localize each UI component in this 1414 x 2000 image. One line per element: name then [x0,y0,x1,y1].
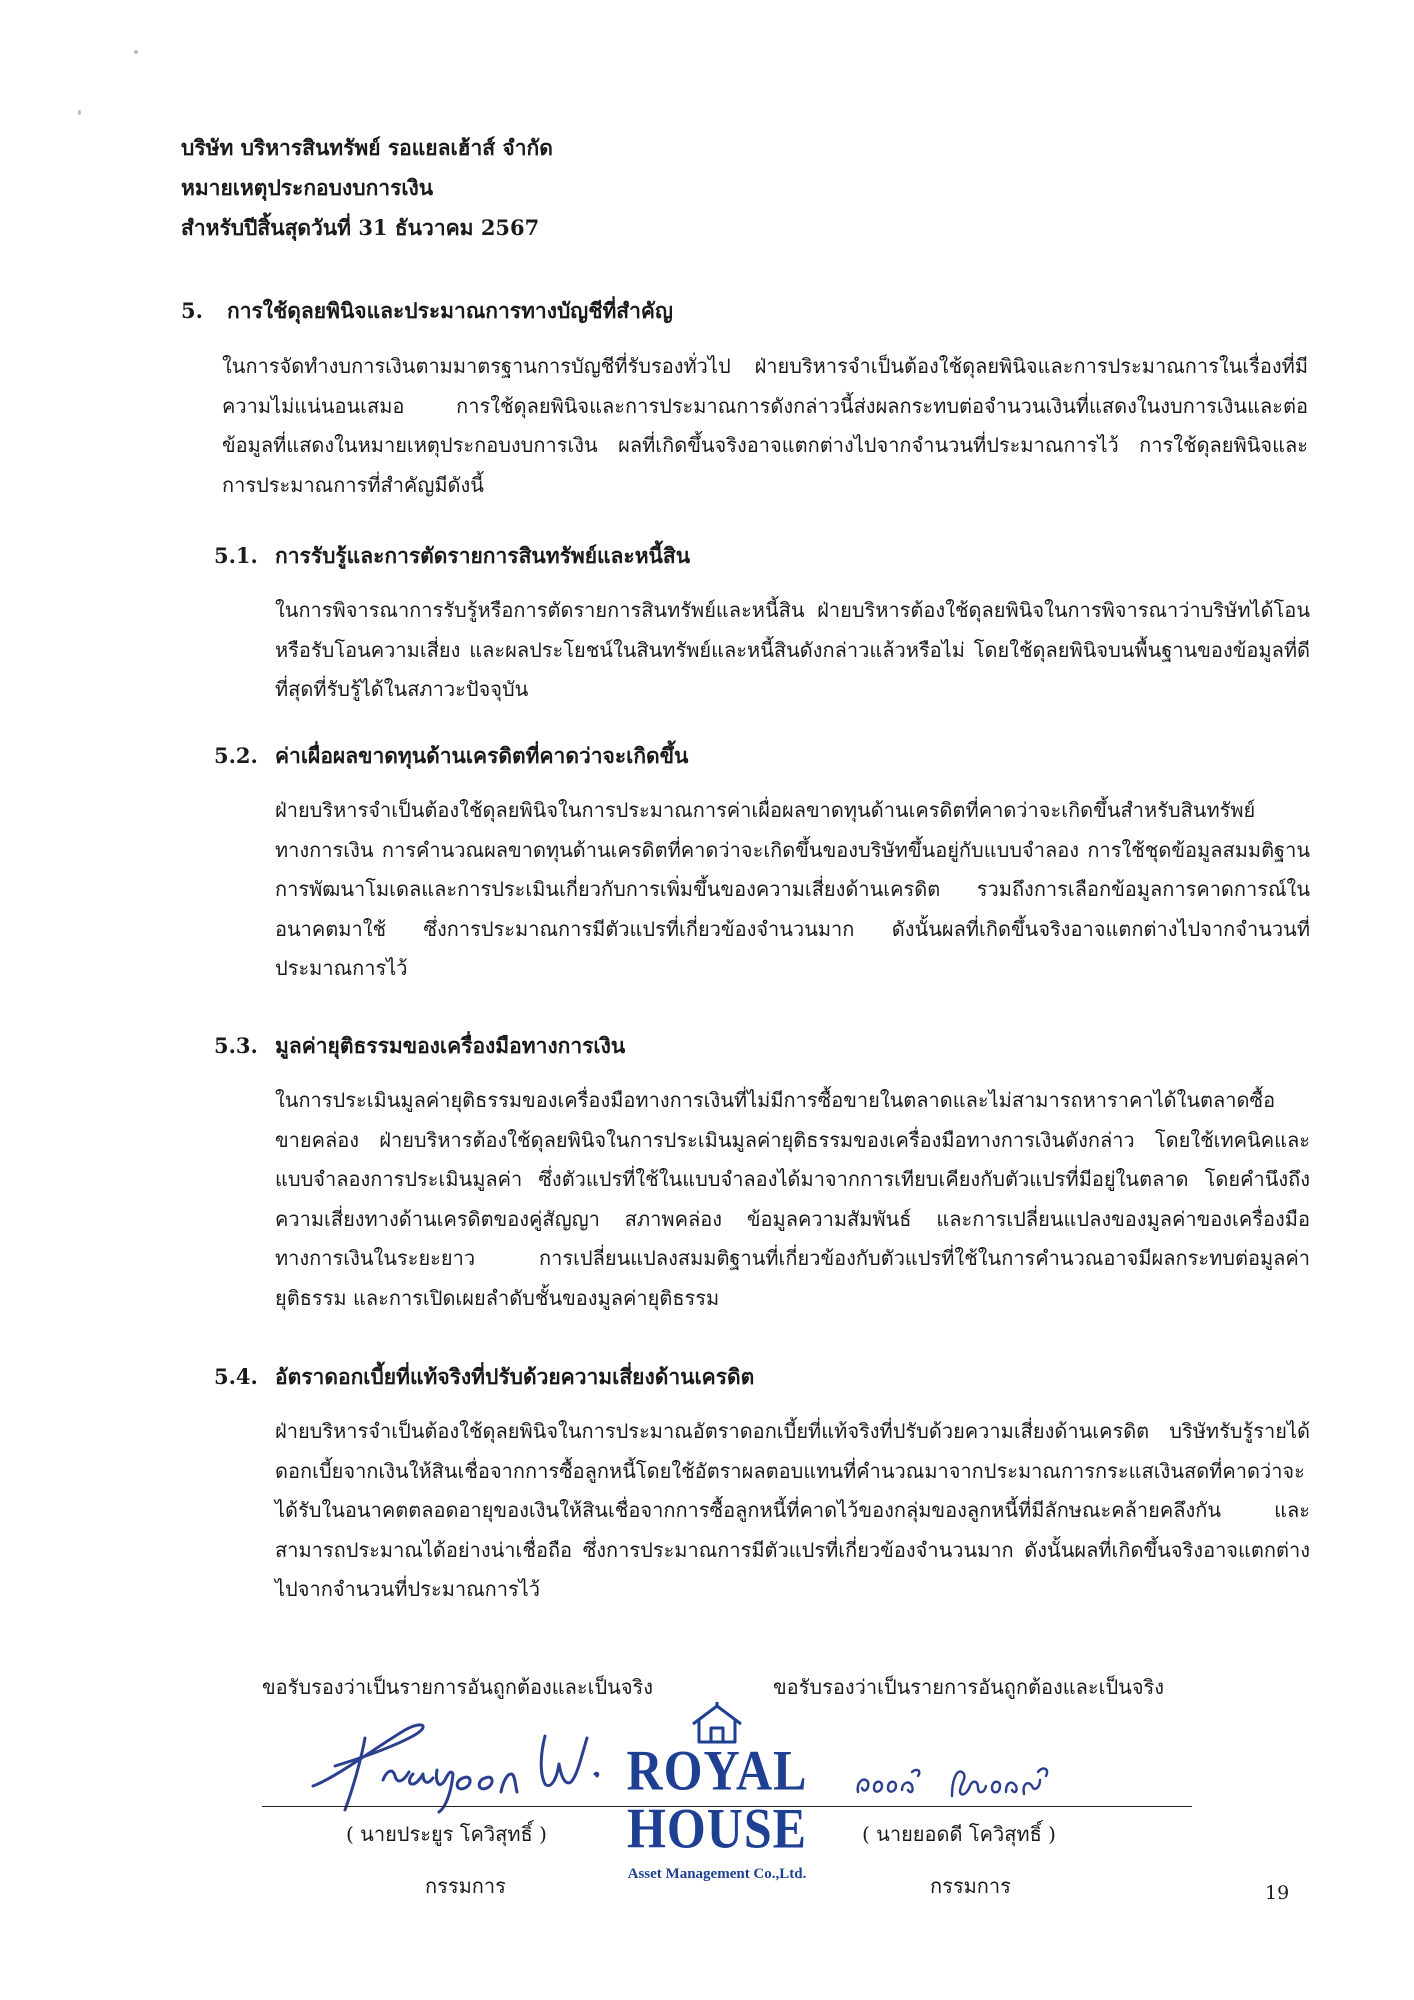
subsection-title: การรับรู้และการตัดรายการสินทรัพย์และหนี้สิน [275,543,691,568]
company-name: บริษัท บริหารสินทรัพย์ รอแยลเฮ้าส์ จำกัด [181,135,553,160]
subsection-title: ค่าเผื่อผลขาดทุนด้านเครดิตที่คาดว่าจะเกิดขึ้น [275,743,689,768]
subsection-5-4-body: ฝ่ายบริหารจำเป็นต้องใช้ดุลยพินิจในการประมาณอัตราดอกเบี้ยที่แท้จริงที่ปรับด้วยความเสี่ยงด้านเครดิต บริษัทรับรู้รายได้ดอกเบี้ยจากเงินให้สินเชื่อจากการซื้อลูกหนี้โดยใช้อัตราผลตอบแทนที่คำนวณมาจากประมาณการกระแสเงินสดที่คาดว่าจะได้รับในอนาคตตลอดอายุของเงินให้สินเชื่อจากการซื้อลูกหนี้ที่คาดไว้ของกลุ่มของลูกหนี้ที่มีลักษณะคล้ายคลึงกัน และสามารถประมาณได้อย่างน่าเชื่อถือ ซึ่งการประมาณการมีตัวแปรที่เกี่ยวข้องจำนวนมาก ดังนั้นผลที่เกิดขึ้นจริงอาจแตกต่างไปจากจำนวนที่ประมาณการไว้ [275,1419,1310,1601]
section-title: การใช้ดุลยพินิจและประมาณการทางบัญชีที่สำคัญ [227,298,673,323]
subsection-title: มูลค่ายุติธรรมของเครื่องมือทางการเงิน [275,1033,626,1058]
section-number: 5. [181,298,203,323]
signatory-left-name: ( นายประยูร โควิสุทธิ์ ) [346,1822,547,1846]
subsection-5-3-body: ในการประเมินมูลค่ายุติธรรมของเครื่องมือทางการเงินที่ไม่มีการซื้อขายในตลาดและไม่สามารถหาราคาได้ในตลาดซื้อขายคล่อง ฝ่ายบริหารต้องใช้ดุลยพินิจในการประเมินมูลค่ายุติธรรมของเครื่องมือทางการเงินดังกล่าว โดยใช้เทคนิคและแบบจำลองการประเมินมูลค่า ซึ่งตัวแปรที่ใช้ในแบบจำลองได้มาจากการเทียบเคียงกับตัวแปรที่มีอยู่ในตลาด โดยคำนึงถึงความเสี่ยงทางด้านเครดิตของคู่สัญญา สภาพคล่อง ข้อมูลความสัมพันธ์ และการเปลี่ยนแปลงของมูลค่าของเครื่องมือทางการเงินในระยะยาว การเปลี่ยนแปลงสมมติฐานที่เกี่ยวข้องกับตัวแปรที่ใช้ในการคำนวณอาจมีผลกระทบต่อมูลค่ายุติธรรม และการเปิดเผยลำดับชั้นของมูลค่ายุติธรรม [275,1088,1310,1310]
signature-right [852,1752,1092,1812]
subsection-5-4-heading [214,1361,754,1394]
subsection-number: 5.3. [214,1033,258,1058]
subsection-title: อัตราดอกเบี้ยที่แท้จริงที่ปรับด้วยความเสี่ยงด้านเครดิต [275,1364,755,1389]
seal-company-text: Asset Management Co.,Ltd. [627,1866,807,1882]
signature-left [295,1708,615,1818]
company-seal [612,1700,822,1900]
page-number: 19 [1265,1882,1290,1904]
signatory-right-name: ( นายยอดดี โควิสุทธิ์ ) [862,1822,1056,1846]
section-5-intro: ในการจัดทำงบการเงินตามมาตรฐานการบัญชีที่รับรองทั่วไป ฝ่ายบริหารจำเป็นต้องใช้ดุลยพินิจและการประมาณการในเรื่องที่มีความไม่แน่นอนเสมอ การใช้ดุลยพินิจและการประมาณการดังกล่าวนี้ส่งผลกระทบต่อจำนวนเงินที่แสดงในงบการเงินและต่อข้อมูลที่แสดงในหมายเหตุประกอบงบการเงิน ผลที่เกิดขึ้นจริงอาจแตกต่างไปจากจำนวนที่ประมาณการไว้ การใช้ดุลยพินิจและการประมาณการที่สำคัญมีดังนี้ [222,354,1308,497]
subsection-5-1-heading [214,540,690,573]
section-5-heading [181,295,673,328]
subsection-5-2-heading [214,740,688,773]
seal-house-text: HOUSE [626,1795,808,1861]
document-title: หมายเหตุประกอบงบการเงิน [181,175,434,200]
subsection-5-3-heading [214,1030,625,1063]
subsection-5-1-body: ในการพิจารณาการรับรู้หรือการตัดรายการสินทรัพย์และหนี้สิน ฝ่ายบริหารต้องใช้ดุลยพินิจในการพิจารณาว่าบริษัทได้โอนหรือรับโอนความเสี่ยง และผลประโยชน์ในสินทรัพย์และหนี้สินดังกล่าวแล้วหรือไม่ โดยใช้ดุลยพินิจบนพื้นฐานของข้อมูลที่ดีที่สุดที่รับรู้ได้ในสภาวะปัจจุบัน [275,598,1310,701]
subsection-number: 5.1. [214,543,258,568]
scan-speck [78,110,81,115]
signatory-right-role: กรรมการ [930,1874,1011,1898]
subsection-number: 5.4. [214,1364,258,1389]
document-header [181,128,553,248]
subsection-5-2-body: ฝ่ายบริหารจำเป็นต้องใช้ดุลยพินิจในการประมาณการค่าเผื่อผลขาดทุนด้านเครดิตที่คาดว่าจะเกิดขึ้นสำหรับสินทรัพย์ทางการเงิน การคำนวณผลขาดทุนด้านเครดิตที่คาดว่าจะเกิดขึ้นของบริษัทขึ้นอยู่กับแบบจำลอง การใช้ชุดข้อมูลสมมติฐาน การพัฒนาโมเดลและการประเมินเกี่ยวกับการเพิ่มขึ้นของความเสี่ยงด้านเครดิต รวมถึงการเลือกข้อมูลการคาดการณ์ในอนาคตมาใช้ ซึ่งการประมาณการมีตัวแปรที่เกี่ยวข้องจำนวนมาก ดังนั้นผลที่เกิดขึ้นจริงอาจแตกต่างไปจากจำนวนที่ประมาณการไว้ [275,798,1310,980]
subsection-number: 5.2. [214,743,258,768]
signatory-left-role: กรรมการ [425,1874,506,1898]
seal-royal-text: ROYAL [626,1737,808,1803]
scan-speck [134,50,138,54]
certification-right: ขอรับรองว่าเป็นรายการอันถูกต้องและเป็นจริง [773,1675,1165,1699]
reporting-period: สำหรับปีสิ้นสุดวันที่ 31 ธันวาคม 2567 [181,215,540,240]
certification-left: ขอรับรองว่าเป็นรายการอันถูกต้องและเป็นจริง [262,1675,654,1699]
